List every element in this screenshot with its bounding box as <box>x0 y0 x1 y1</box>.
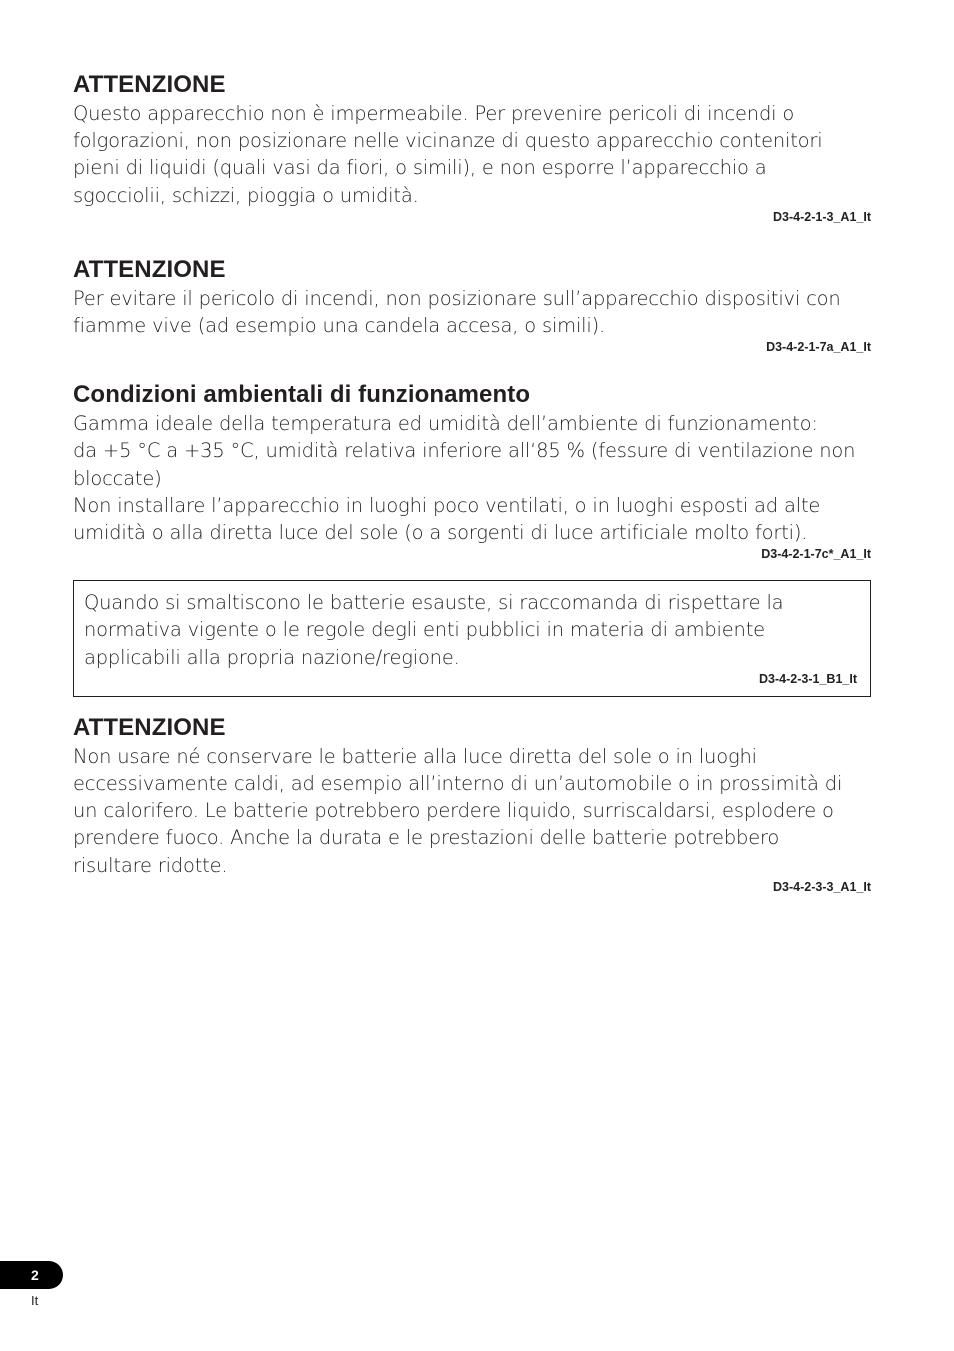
document-code: D3-4-2-1-3_A1_It <box>773 209 871 224</box>
notice-body: Quando si smaltiscono le batterie esauste, si raccomanda di rispettare la normativa vigente o le regole degli enti pubblici in materia di ambiente applicabili alla propria nazione/regione. <box>84 591 784 669</box>
operating-conditions-section <box>73 380 871 562</box>
document-code: D3-4-2-3-3_A1_It <box>773 879 871 894</box>
section-body: Gamma ideale della temperatura ed umidità dell’ambiente di funzionamento: da +5 °C a +35 °C, umidità relativa inferiore all‘85 % (fessure di ventilazione non bloccate) Non installare l’apparecchio in luoghi poco ventilati, o in luoghi esposti ad alte umidità o alla diretta luce del sole (o a sorgenti di luce artificiale molto forti). <box>73 412 856 545</box>
document-code: D3-4-2-1-7c*_A1_It <box>761 547 871 562</box>
document-code: D3-4-2-1-7a_A1_It <box>766 340 871 355</box>
warning-section-water <box>73 70 871 225</box>
document-page <box>73 70 871 895</box>
section-heading: Condizioni ambientali di funzionamento <box>73 381 531 409</box>
document-code: D3-4-2-3-1_B1_It <box>759 671 857 686</box>
language-code: It <box>31 1293 39 1308</box>
warning-section-batteries <box>73 713 871 895</box>
section-body: Non usare né conservare le batterie alla luce diretta del sole o in luoghi eccessivamente caldi, ad esempio all’interno di un’automobile o in prossimità di un calorifero. Le batterie potrebbero perdere liquido, surriscaldarsi, esplodere o prendere fuoco. Anche la durata e le prestazioni delle batterie potrebbero risultare ridotte. <box>73 744 843 877</box>
section-body: Per evitare il pericolo di incendi, non posizionare sull’apparecchio dispositivi con fiamme vive (ad esempio una candela accesa, o simili). <box>73 286 841 338</box>
section-body: Questo apparecchio non è impermeabile. Per prevenire pericoli di incendi o folgorazioni, non posizionare nelle vicinanze di questo apparecchio contenitori pieni di liquidi (quali vasi da fiori, o simili), e non esporre l’apparecchio a sgocciolii, schizzi, pioggia o umidità. <box>73 102 823 207</box>
section-heading: ATTENZIONE <box>73 713 226 741</box>
section-heading: ATTENZIONE <box>73 71 226 98</box>
battery-disposal-notice <box>73 580 871 697</box>
page-number-badge: 2 <box>0 1261 63 1289</box>
section-heading: ATTENZIONE <box>73 255 226 283</box>
warning-section-flames <box>73 255 871 355</box>
